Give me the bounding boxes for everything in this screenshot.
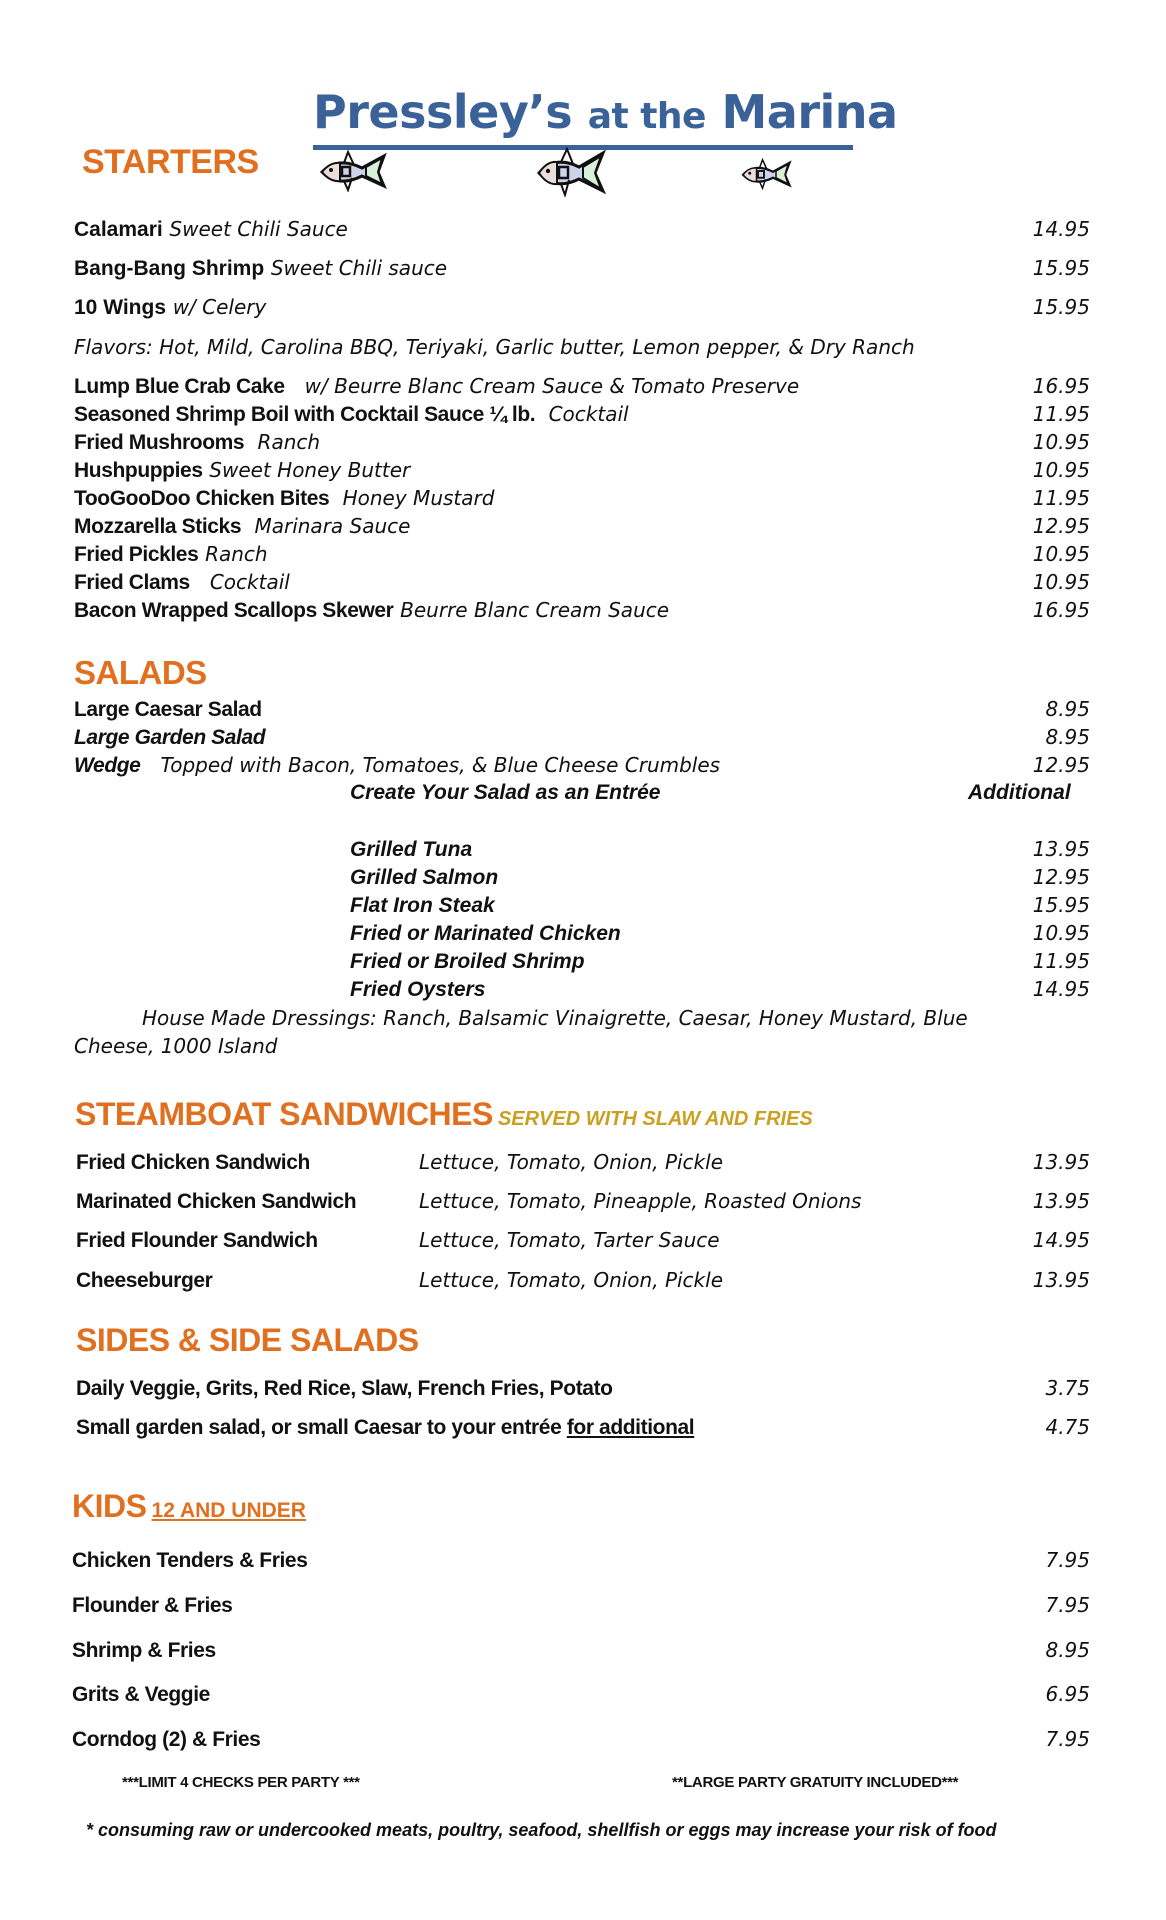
additional-label: Additional: [968, 781, 1071, 804]
menu-item: [74, 255, 1090, 281]
menu-item: [74, 541, 1090, 567]
item-name: Corndog (2) & Fries: [72, 1728, 261, 1751]
item-price: 8.95: [1045, 1638, 1090, 1662]
entree-addon-item: [350, 920, 1090, 946]
menu-item: [76, 1267, 1090, 1293]
title-at-the: at the: [587, 96, 706, 137]
item-price: 10.95: [1032, 458, 1090, 482]
item-name: Hushpuppies: [74, 459, 203, 482]
item-desc: Ranch: [205, 542, 268, 566]
menu-item: [74, 485, 1090, 511]
item-desc: Lettuce, Tomato, Onion, Pickle: [419, 1150, 723, 1174]
menu-item: [74, 294, 1090, 320]
item-name: Fried Pickles: [74, 543, 199, 566]
entree-addon-item: [350, 892, 1090, 918]
sandwiches-heading-row: [75, 1096, 813, 1133]
item-desc: Topped with Bacon, Tomatoes, & Blue Cheese Crumbles: [160, 753, 721, 777]
item-name: Shrimp & Fries: [72, 1639, 216, 1662]
menu-item: [76, 1227, 1090, 1253]
entree-addon-item: [350, 836, 1090, 862]
item-price: 7.95: [1045, 1727, 1090, 1751]
item-price: 12.95: [1032, 865, 1090, 889]
sandwiches-subheading: SERVED WITH SLAW AND FRIES: [497, 1108, 813, 1130]
item-name: Flat Iron Steak: [350, 894, 495, 917]
menu-item: [72, 1592, 1090, 1618]
item-name: Small garden salad, or small Caesar to your entrée: [76, 1416, 567, 1439]
item-price: 12.95: [1032, 753, 1090, 777]
item-desc: Cocktail: [209, 570, 290, 594]
item-desc: Ranch: [257, 430, 321, 454]
item-desc: Beurre Blanc Cream Sauce: [400, 598, 670, 622]
item-price: 3.75: [1045, 1376, 1090, 1400]
item-extra: for additional: [566, 1416, 695, 1439]
item-desc: Honey Mustard: [342, 486, 495, 510]
kids-subheading: 12 AND UNDER: [151, 1499, 306, 1522]
item-desc: Sweet Honey Butter: [209, 458, 411, 482]
item-price: 6.95: [1045, 1682, 1090, 1706]
menu-item: [72, 1681, 1090, 1707]
menu-item: [74, 752, 1090, 778]
limit-checks-note: ***LIMIT 4 CHECKS PER PARTY ***: [122, 1774, 360, 1791]
menu-item: [74, 373, 1090, 399]
item-price: 13.95: [1032, 1150, 1090, 1174]
item-price: 10.95: [1032, 542, 1090, 566]
item-price: 7.95: [1045, 1548, 1090, 1572]
item-name: Large Garden Salad: [74, 726, 266, 749]
fish-icon: [535, 147, 607, 197]
menu-item: [76, 1375, 1090, 1401]
item-name: Seasoned Shrimp Boil with Cocktail Sauce ¼ lb.: [74, 403, 536, 426]
salads-heading: SALADS: [74, 654, 207, 691]
menu-item: [74, 457, 1090, 483]
sandwiches-heading: STEAMBOAT SANDWICHES: [75, 1096, 493, 1132]
fish-icon: [740, 158, 794, 190]
item-name: Cheeseburger: [76, 1269, 213, 1292]
dressings-note-line2: Cheese, 1000 Island: [74, 1034, 278, 1058]
menu-item: [76, 1149, 1090, 1175]
item-price: 15.95: [1032, 893, 1090, 917]
item-name: Chicken Tenders & Fries: [72, 1549, 308, 1572]
item-price: 14.95: [1032, 1228, 1090, 1252]
item-desc: Cocktail: [548, 402, 629, 426]
menu-item: [74, 429, 1090, 455]
item-name: Bang-Bang Shrimp: [74, 257, 265, 280]
title-marina: Marina: [721, 85, 898, 139]
menu-item: [74, 724, 1090, 750]
sides-heading: SIDES & SIDE SALADS: [76, 1322, 419, 1358]
item-name: Fried Oysters: [350, 978, 486, 1001]
gratuity-note: **LARGE PARTY GRATUITY INCLUDED***: [672, 1774, 959, 1791]
item-price: 10.95: [1032, 570, 1090, 594]
dressings-note-line1: House Made Dressings: Ranch, Balsamic Vinaigrette, Caesar, Honey Mustard, Blue: [142, 1006, 968, 1030]
entree-addon-item: [350, 976, 1090, 1002]
item-name: 10 Wings: [74, 296, 166, 319]
item-name: Lump Blue Crab Cake: [74, 375, 285, 398]
item-desc: Marinara Sauce: [254, 514, 411, 538]
item-desc: Sweet Chili sauce: [270, 256, 448, 280]
starters-heading: STARTERS: [82, 143, 259, 181]
item-price: 14.95: [1032, 977, 1090, 1001]
item-name: Flounder & Fries: [72, 1594, 233, 1617]
item-price: 13.95: [1032, 1268, 1090, 1292]
item-name: TooGooDoo Chicken Bites: [74, 487, 330, 510]
entree-addon-item: [350, 948, 1090, 974]
item-name: Grits & Veggie: [72, 1683, 210, 1706]
item-price: 4.75: [1045, 1415, 1090, 1439]
item-price: 13.95: [1032, 837, 1090, 861]
menu-item: [74, 696, 1090, 722]
item-name: Wedge: [74, 754, 141, 777]
title-pressleys: Pressley’s: [313, 85, 573, 139]
item-price: 11.95: [1032, 486, 1090, 510]
item-price: 10.95: [1032, 430, 1090, 454]
item-price: 8.95: [1045, 697, 1090, 721]
item-name: Mozzarella Sticks: [74, 515, 242, 538]
item-name: Large Caesar Salad: [74, 698, 262, 721]
raw-food-disclaimer: * consuming raw or undercooked meats, poultry, seafood, shellfish or eggs may increase your risk of food: [86, 1820, 997, 1840]
menu-item: [74, 216, 1090, 242]
menu-item: [76, 1414, 1090, 1440]
item-desc: w/ Beurre Blanc Cream Sauce & Tomato Preserve: [304, 374, 800, 398]
item-desc: Lettuce, Tomato, Onion, Pickle: [419, 1268, 723, 1292]
item-price: 11.95: [1032, 949, 1090, 973]
wing-flavors-note: Flavors: Hot, Mild, Carolina BBQ, Teriyaki, Garlic butter, Lemon pepper, & Dry Ranch: [74, 335, 915, 359]
item-name: Fried Mushrooms: [74, 431, 245, 454]
menu-item: [72, 1726, 1090, 1752]
menu-item: [76, 1188, 1090, 1214]
item-name: Marinated Chicken Sandwich: [76, 1190, 357, 1213]
restaurant-title: [313, 84, 898, 150]
kids-heading-row: [72, 1488, 306, 1525]
item-price: 11.95: [1032, 402, 1090, 426]
item-price: 16.95: [1032, 598, 1090, 622]
item-name: Grilled Tuna: [350, 838, 473, 861]
item-price: 13.95: [1032, 1189, 1090, 1213]
item-name: Fried or Marinated Chicken: [350, 922, 621, 945]
menu-item: [74, 401, 1090, 427]
item-name: Fried or Broiled Shrimp: [350, 950, 585, 973]
entree-salad-label: Create Your Salad as an Entrée: [350, 781, 661, 804]
item-name: Calamari: [74, 218, 163, 241]
item-price: 14.95: [1032, 217, 1090, 241]
item-price: 7.95: [1045, 1593, 1090, 1617]
item-price: 8.95: [1045, 725, 1090, 749]
item-price: 15.95: [1032, 295, 1090, 319]
item-price: 12.95: [1032, 514, 1090, 538]
entree-addon-item: [350, 864, 1090, 890]
item-desc: Lettuce, Tomato, Pineapple, Roasted Onions: [419, 1189, 862, 1213]
menu-item: [74, 513, 1090, 539]
item-name: Grilled Salmon: [350, 866, 499, 889]
item-desc: Lettuce, Tomato, Tarter Sauce: [419, 1228, 720, 1252]
item-name: Fried Clams: [74, 571, 190, 594]
item-price: 15.95: [1032, 256, 1090, 280]
item-price: 16.95: [1032, 374, 1090, 398]
item-price: 10.95: [1032, 921, 1090, 945]
menu-item: [74, 597, 1090, 623]
menu-item: [72, 1547, 1090, 1573]
item-name: Fried Flounder Sandwich: [76, 1229, 318, 1252]
item-desc: w/ Celery: [172, 295, 267, 319]
menu-item: [74, 569, 1090, 595]
item-name: Daily Veggie, Grits, Red Rice, Slaw, French Fries, Potato: [76, 1377, 613, 1400]
kids-heading: KIDS: [72, 1488, 147, 1524]
fish-icon: [318, 150, 390, 192]
menu-item: [72, 1637, 1090, 1663]
item-name: Bacon Wrapped Scallops Skewer: [74, 599, 394, 622]
item-name: Fried Chicken Sandwich: [76, 1151, 310, 1174]
item-desc: Sweet Chili Sauce: [169, 217, 348, 241]
